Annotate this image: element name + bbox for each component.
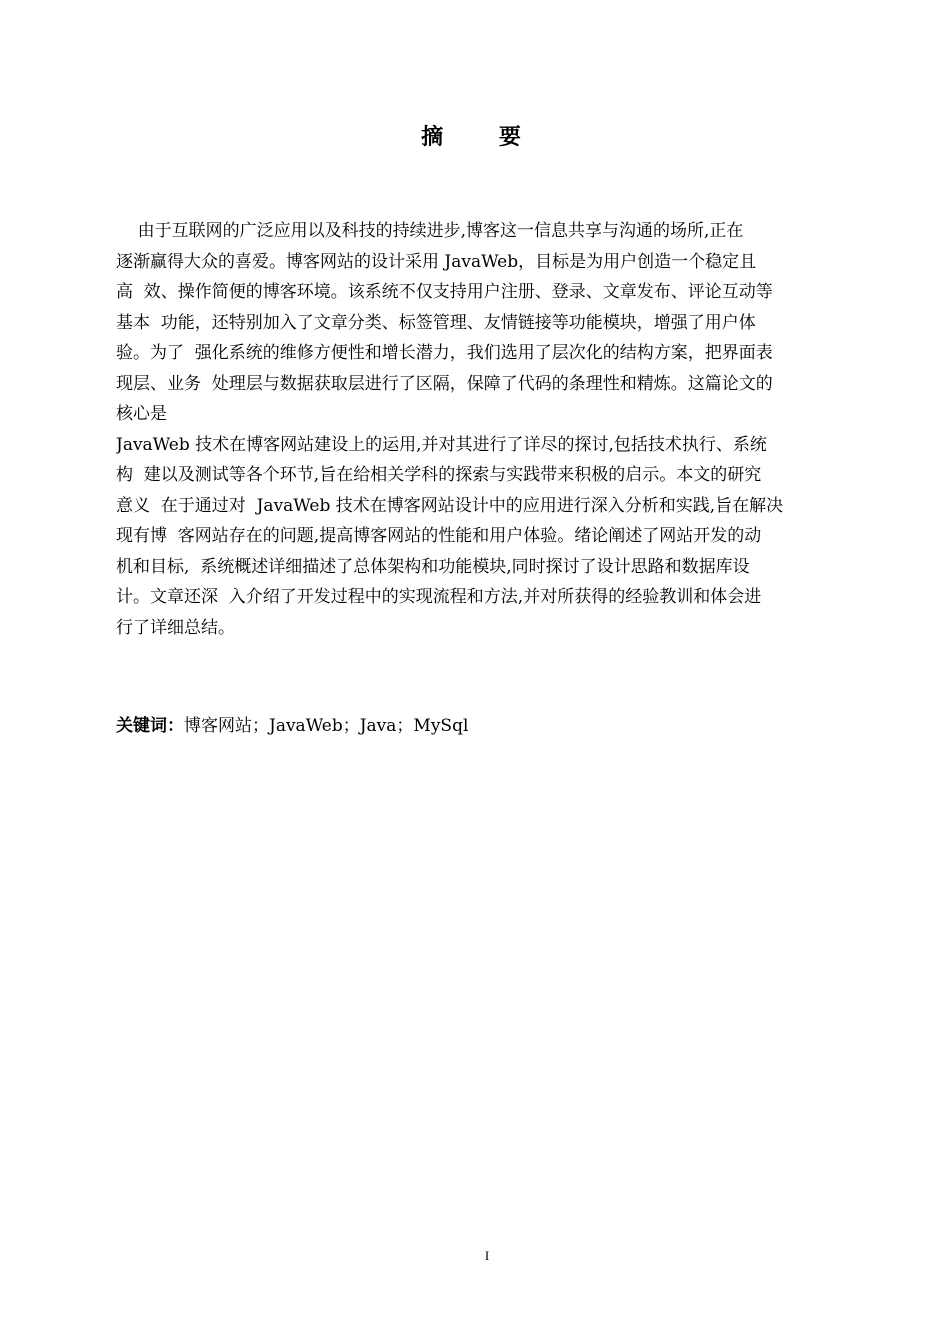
abstract-line: 现有博 客网站存在的问题,提高博客网站的性能和用户体验。绪论阐述了网站开发的动 <box>116 526 762 546</box>
abstract-line: 构 建以及测试等各个环节,旨在给相关学科的探索与实践带来积极的启示。本文的研究 <box>116 465 762 485</box>
abstract-body <box>116 216 856 643</box>
abstract-line: 现层、业务 处理层与数据获取层进行了区隔，保障了代码的条理性和精炼。这篇论文的 <box>116 373 773 394</box>
abstract-line: 由于互联网的广泛应用以及科技的持续进步,博客这一信息共享与沟通的场所,正在 <box>116 221 744 241</box>
abstract-line: 行了详细总结。 <box>116 617 235 638</box>
keywords-label: 关键词： <box>116 716 184 736</box>
abstract-line: 验。为了 强化系统的维修方便性和增长潜力，我们选用了层次化的结构方案，把界面表 <box>116 343 773 363</box>
abstract-line: 机和目标, 系统概述详细描述了总体架构和功能模块,同时探讨了设计思路和数据库设 <box>116 556 750 577</box>
abstract-line: 逐渐赢得大众的喜爱。博客网站的设计采用 JavaWeb，目标是为用户创造一个稳定且 <box>116 251 757 272</box>
abstract-line: 计。文章还深 入介绍了开发过程中的实现流程和方法,并对所获得的经验教训和体会进 <box>116 587 762 607</box>
keywords-line <box>116 712 856 740</box>
page-title: 摘 要 <box>421 125 545 150</box>
abstract-line: 意义 在于通过对 JavaWeb 技术在博客网站设计中的应用进行深入分析和实践,旨在解决 <box>116 495 784 516</box>
abstract-line: 基本 功能，还特别加入了文章分类、标签管理、友情链接等功能模块，增强了用户体 <box>116 312 756 333</box>
keywords-value: 博客网站；JavaWeb；Java；MySql <box>184 716 469 736</box>
page-number: I <box>484 1248 490 1263</box>
abstract-line: JavaWeb 技术在博客网站建设上的运用,并对其进行了详尽的探讨,包括技术执行、系统 <box>116 434 767 455</box>
abstract-line: 高 效、操作简便的博客环境。该系统不仅支持用户注册、登录、文章发布、评论互动等 <box>116 282 773 302</box>
abstract-line: 核心是 <box>116 404 167 424</box>
